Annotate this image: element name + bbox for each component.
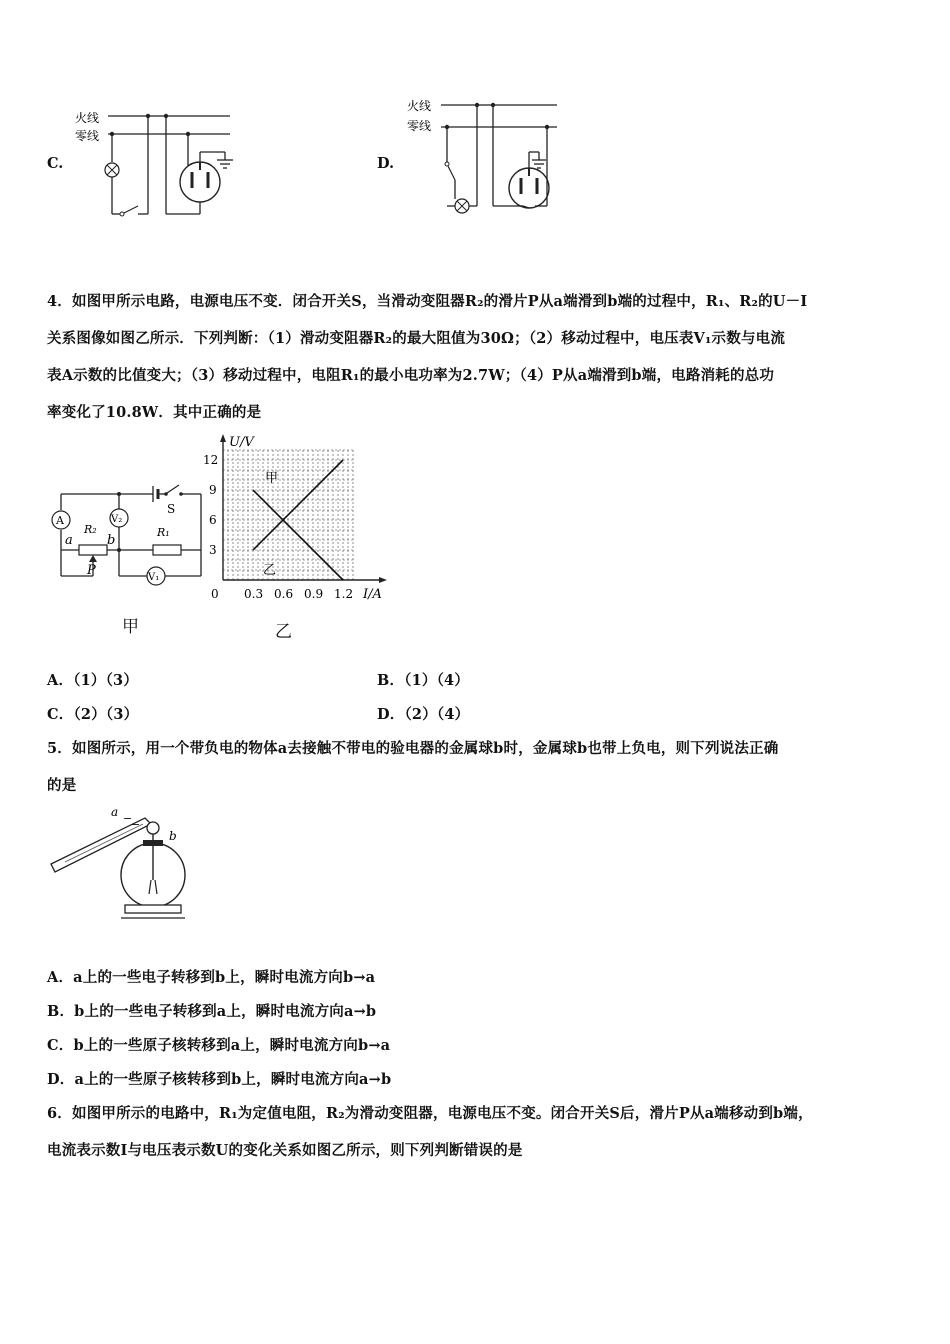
q5-option-c[interactable] xyxy=(47,1034,390,1055)
x-axis-label: I/A xyxy=(363,587,382,602)
label-a: a xyxy=(111,805,119,819)
series-label-jia: 甲 xyxy=(265,471,279,486)
option-letter: D． xyxy=(377,706,405,723)
option-letter: B． xyxy=(377,672,405,689)
end-b-label: b xyxy=(107,533,116,548)
q4-option-b[interactable] xyxy=(377,669,469,690)
y-tick-label: 6 xyxy=(209,513,217,527)
neutral-wire-label: 零线 xyxy=(407,119,432,133)
option-text: b上的一些电子转移到a上，瞬时电流方向a→b xyxy=(74,1003,377,1020)
option-text: （1）（3） xyxy=(73,672,139,689)
slider-arrow-icon xyxy=(89,555,97,562)
option-letter: B． xyxy=(47,1003,75,1020)
option-text: （2）（3） xyxy=(73,706,139,723)
metal-ball xyxy=(147,822,159,834)
q5-option-a[interactable] xyxy=(47,966,375,987)
ui-chart xyxy=(195,432,390,607)
q5-option-d[interactable] xyxy=(47,1068,391,1089)
y-tick-label: 3 xyxy=(209,543,217,557)
q4-text-line3: 表A示数的比值变大；（3）移动过程中，电阻R₁的最小电功率为2.7W；（4）P从a端滑到b端，电路消耗的总功 xyxy=(47,367,775,384)
option-letter: C． xyxy=(47,1037,74,1054)
option-letter: C． xyxy=(47,706,74,723)
x-tick-label: 1.2 xyxy=(334,587,354,601)
x-tick-label: 0.6 xyxy=(274,587,294,601)
end-a-label: a xyxy=(65,533,73,548)
q4-option-c[interactable] xyxy=(47,703,138,724)
x-tick-label: 0.3 xyxy=(244,587,264,601)
option-text: （2）（4） xyxy=(404,706,470,723)
wiring-diagram-d xyxy=(405,92,575,222)
live-wire-label: 火线 xyxy=(407,99,432,113)
option-c-label: C. xyxy=(47,155,64,172)
option-text: a上的一些电子转移到b上，瞬时电流方向b→a xyxy=(73,969,376,986)
stopper xyxy=(143,840,163,846)
neutral-wire-label: 零线 xyxy=(75,129,100,143)
r2-label: R₂ xyxy=(84,523,97,536)
live-wire-label: 火线 xyxy=(75,111,100,125)
slider-label: P xyxy=(87,563,96,578)
q5-text-line1: 5．如图所示，用一个带负电的物体a去接触不带电的验电器的金属球b时，金属球b也带上负电，则下列说法正确 xyxy=(47,740,779,757)
q6-text-line2: 电流表示数I与电压表示数U的变化关系如图乙所示，则下列判断错误的是 xyxy=(47,1142,523,1159)
option-letter: A． xyxy=(47,969,74,986)
switch-icon xyxy=(448,166,455,180)
y-tick-label: 12 xyxy=(203,453,219,467)
option-letter: A． xyxy=(47,672,74,689)
q4-text-line4: 率变化了10.8W．其中正确的是 xyxy=(47,404,262,421)
q4-option-d[interactable] xyxy=(377,703,469,724)
series-label-yi: 乙 xyxy=(263,563,277,578)
electroscope-figure xyxy=(45,800,195,925)
wiring-diagram-c xyxy=(70,100,240,225)
option-letter: D． xyxy=(47,1071,75,1088)
base xyxy=(125,905,181,913)
circuit-diagram-jia xyxy=(45,478,215,598)
y-axis-arrow xyxy=(220,434,226,442)
q4-option-a[interactable] xyxy=(47,669,138,690)
svg-text:−: − xyxy=(123,812,133,825)
svg-text:−: − xyxy=(131,818,141,831)
y-tick-label: 9 xyxy=(209,483,217,497)
x-axis-arrow xyxy=(379,577,387,583)
y-axis-label: U/V xyxy=(229,435,254,450)
x-tick-label: 0 xyxy=(211,587,219,601)
fig-yi-caption: 乙 xyxy=(275,622,292,642)
q4-text-line1: 4．如图甲所示电路，电源电压不变．闭合开关S，当滑动变阻器R₂的滑片P从a端滑到b端的过程中，R₁、R₂的U－I xyxy=(47,293,808,310)
fig-jia-caption: 甲 xyxy=(122,617,139,637)
q5-option-b[interactable] xyxy=(47,1000,376,1021)
switch-icon xyxy=(167,485,179,493)
resistor-r1 xyxy=(153,545,181,555)
v1-label: V₁ xyxy=(148,572,160,583)
v2-label: V₂ xyxy=(111,514,123,525)
switch-label: S xyxy=(167,502,176,516)
switch-icon xyxy=(124,206,138,213)
label-b: b xyxy=(169,829,177,843)
r1-label: R₁ xyxy=(157,526,170,539)
option-text: a上的一些原子核转移到b上，瞬时电流方向a→b xyxy=(74,1071,392,1088)
rheostat-r2 xyxy=(79,545,107,555)
ammeter-label: A xyxy=(56,514,64,527)
option-text: b上的一些原子核转移到a上，瞬时电流方向b→a xyxy=(73,1037,391,1054)
option-text: （1）（4） xyxy=(404,672,470,689)
q6-text-line1: 6．如图甲所示的电路中，R₁为定值电阻，R₂为滑动变阻器，电源电压不变。闭合开关S后，滑片P从a端移动到b端， xyxy=(47,1105,813,1122)
option-d-label: D. xyxy=(377,155,395,172)
q4-text-line2: 关系图像如图乙所示．下列判断：（1）滑动变阻器R₂的最大阻值为30Ω；（2）移动过程中，电压表V₁示数与电流 xyxy=(47,330,786,347)
x-tick-label: 0.9 xyxy=(304,587,324,601)
q5-text-line2: 的是 xyxy=(47,777,77,794)
